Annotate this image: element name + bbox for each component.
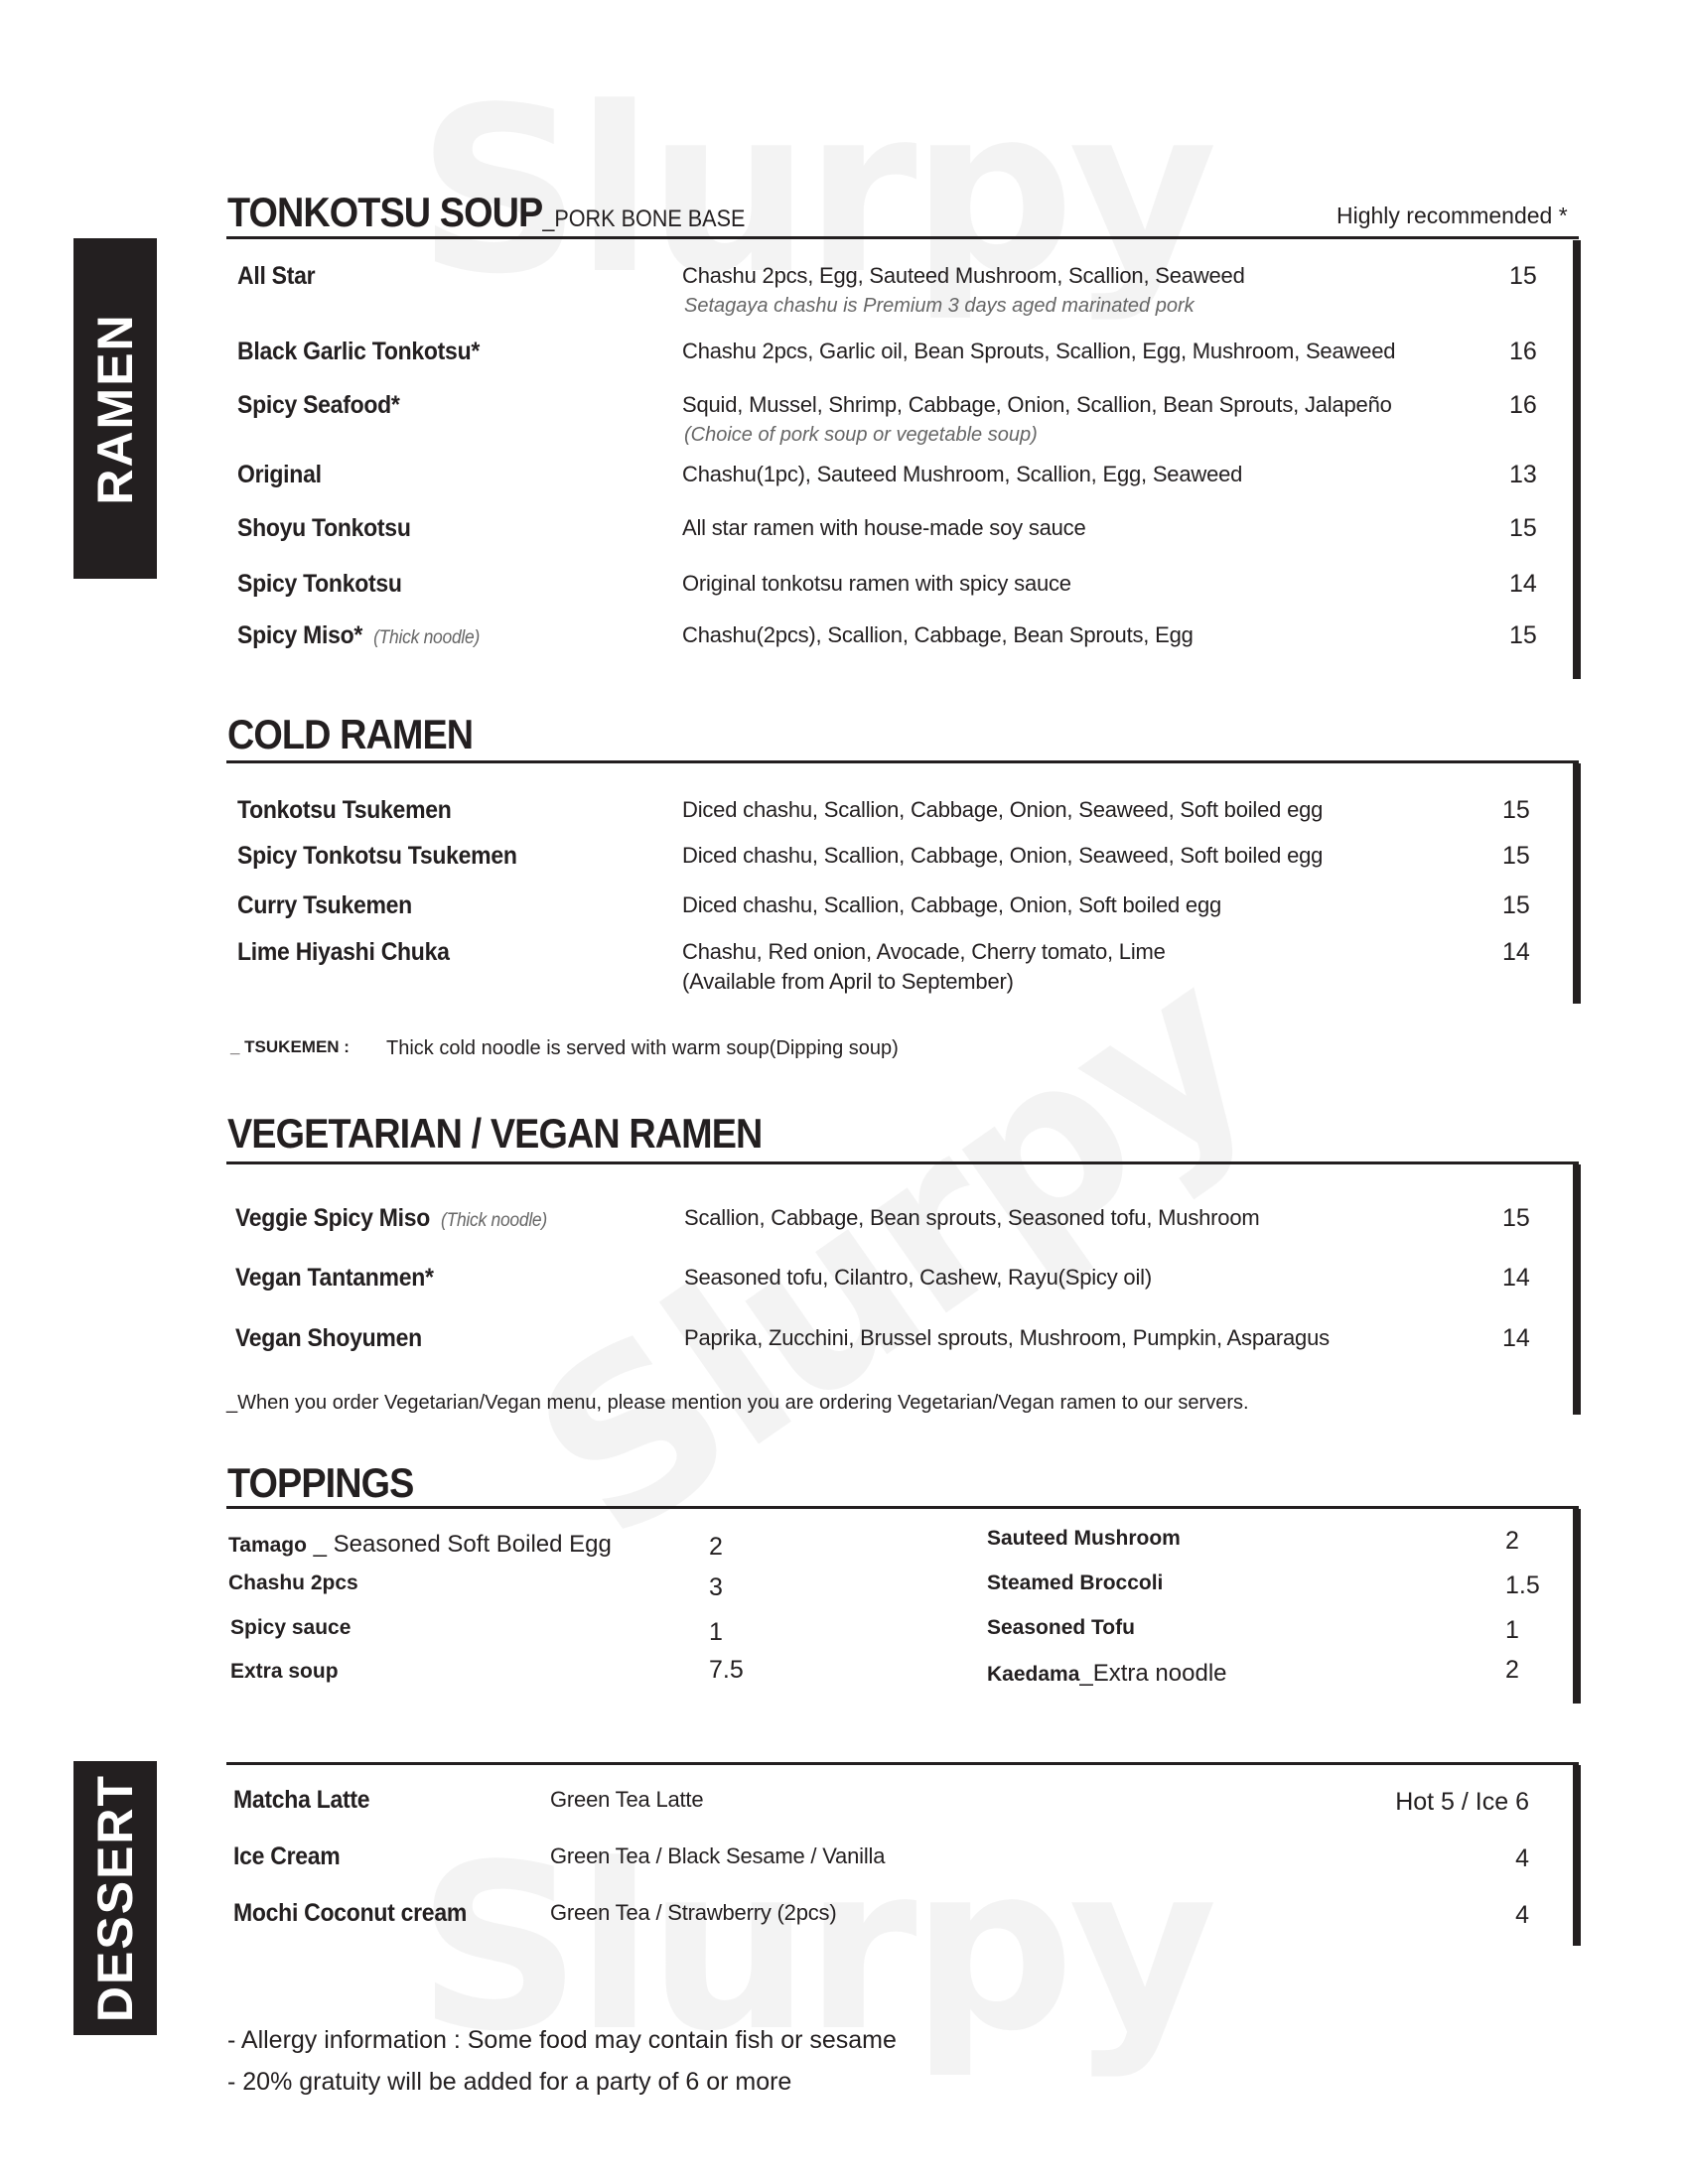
watermark-logo: [492, 918, 1296, 1591]
topping-price: 1.5: [1505, 1571, 1540, 1599]
item-name: Vegan Shoyumen: [235, 1324, 422, 1352]
toppings-heading: TOPPINGS: [227, 1459, 414, 1506]
menu-item: [237, 938, 450, 967]
topping-price: 1: [709, 1618, 723, 1646]
menu-item: [235, 1264, 434, 1293]
item-description: Squid, Mussel, Shrimp, Cabbage, Onion, Scallion, Bean Sprouts, Jalapeño: [682, 392, 1392, 417]
divider: [226, 1161, 1579, 1164]
item-price: 14: [1502, 938, 1530, 966]
tsukemen-note: Thick cold noodle is served with warm soup(Dipping soup): [386, 1037, 899, 1059]
topping-item: [228, 1531, 612, 1559]
item-description-extra: (Available from April to September): [682, 969, 1014, 994]
topping-detail: _Extra noodle: [1079, 1660, 1227, 1687]
menu-item: [237, 796, 452, 825]
dessert-label: DESSERT: [87, 1773, 143, 2023]
item-name: Spicy Seafood*: [237, 391, 400, 419]
menu-item: [237, 338, 480, 366]
item-name: Original: [237, 461, 322, 488]
menu-item: [237, 262, 315, 291]
topping-name: Kaedama: [987, 1663, 1080, 1686]
topping-name: Sauteed Mushroom: [987, 1527, 1181, 1550]
vegetarian-note: _When you order Vegetarian/Vegan menu, please mention you are ordering Vegetarian/Vegan ramen to our servers.: [226, 1392, 1249, 1414]
item-description: Diced chashu, Scallion, Cabbage, Onion, Seaweed, Soft boiled egg: [682, 843, 1324, 868]
item-price: 14: [1502, 1324, 1530, 1352]
recommended-legend: Highly recommended *: [1336, 203, 1568, 228]
menu-item: [237, 570, 402, 599]
menu-item: [237, 891, 412, 920]
menu-item: [233, 1843, 340, 1871]
ramen-side-label: [73, 238, 157, 579]
topping-name: Seasoned Tofu: [987, 1616, 1135, 1639]
cold-ramen-heading: COLD RAMEN: [227, 711, 474, 757]
tonkotsu-subtitle: _PORK BONE BASE: [542, 205, 746, 232]
topping-name: Extra soup: [230, 1660, 339, 1683]
divider: [1573, 240, 1581, 679]
topping-price: 2: [1505, 1527, 1519, 1555]
item-price: Hot 5 / Ice 6: [1395, 1788, 1529, 1816]
divider: [1573, 1765, 1581, 1946]
gratuity-note: - 20% gratuity will be added for a party of 6 or more: [227, 2068, 792, 2096]
divider: [1573, 1509, 1581, 1704]
topping-price: 7.5: [709, 1656, 744, 1684]
item-name: Tonkotsu Tsukemen: [237, 796, 452, 824]
menu-item: [237, 842, 517, 871]
item-price: 16: [1509, 338, 1537, 365]
item-description: Green Tea / Black Sesame / Vanilla: [550, 1843, 886, 1868]
item-price: 15: [1502, 891, 1530, 919]
item-name: Spicy Miso*: [237, 621, 363, 649]
menu-item: [237, 461, 322, 489]
menu-item: [233, 1899, 467, 1928]
item-description: Chashu, Red onion, Avocade, Cherry tomato, Lime: [682, 939, 1166, 964]
item-price: 15: [1502, 1204, 1530, 1232]
topping-name: Chashu 2pcs: [228, 1571, 358, 1594]
item-price: 4: [1515, 1844, 1529, 1872]
ramen-label: RAMEN: [87, 312, 143, 505]
item-name: All Star: [237, 262, 316, 290]
item-name: Curry Tsukemen: [237, 891, 412, 919]
allergy-note: - Allergy information : Some food may contain fish or sesame: [227, 2026, 897, 2054]
item-name: Veggie Spicy Miso: [235, 1204, 430, 1232]
topping-price: 3: [709, 1573, 723, 1601]
item-description: All star ramen with house-made soy sauce: [682, 515, 1086, 540]
topping-name: Steamed Broccoli: [987, 1571, 1164, 1594]
item-subnote: Setagaya chashu is Premium 3 days aged marinated pork: [684, 295, 1195, 317]
topping-item: [987, 1660, 1227, 1688]
tsukemen-label: _ TSUKEMEN :: [230, 1037, 350, 1056]
item-description: Seasoned tofu, Cilantro, Cashew, Rayu(Spicy oil): [684, 1265, 1152, 1290]
item-price: 15: [1509, 262, 1537, 290]
topping-detail: _ Seasoned Soft Boiled Egg: [306, 1531, 612, 1558]
item-price: 16: [1509, 391, 1537, 419]
item-description: Green Tea / Strawberry (2pcs): [550, 1900, 837, 1925]
menu-item: [233, 1786, 369, 1815]
item-name: Shoyu Tonkotsu: [237, 514, 411, 542]
item-description: Green Tea Latte: [550, 1787, 704, 1812]
tonkotsu-title: TONKOTSU SOUP: [227, 189, 543, 235]
item-price: 15: [1509, 514, 1537, 542]
item-description: Chashu 2pcs, Garlic oil, Bean Sprouts, Scallion, Egg, Mushroom, Seaweed: [682, 339, 1396, 363]
item-name: Spicy Tonkotsu Tsukemen: [237, 842, 517, 870]
menu-item: [237, 514, 411, 543]
topping-price: 2: [1505, 1656, 1519, 1684]
item-price: 4: [1515, 1901, 1529, 1929]
item-price: 15: [1509, 621, 1537, 649]
item-name: Black Garlic Tonkotsu*: [237, 338, 481, 365]
item-name: Lime Hiyashi Chuka: [237, 938, 450, 966]
item-price: 14: [1509, 570, 1537, 598]
menu-item: [237, 391, 400, 420]
item-description: Diced chashu, Scallion, Cabbage, Onion, Seaweed, Soft boiled egg: [682, 797, 1324, 822]
item-name: Matcha Latte: [233, 1786, 370, 1814]
divider: [226, 1506, 1579, 1509]
item-note: (Thick noodle): [441, 1210, 547, 1231]
menu-item: [235, 1204, 547, 1233]
divider: [226, 1762, 1579, 1765]
item-price: 15: [1502, 796, 1530, 824]
item-price: 15: [1502, 842, 1530, 870]
tonkotsu-heading: [227, 189, 745, 236]
item-description: Chashu 2pcs, Egg, Sauteed Mushroom, Scallion, Seaweed: [682, 263, 1245, 288]
topping-price: 2: [709, 1533, 723, 1561]
item-name: Ice Cream: [233, 1843, 341, 1870]
topping-name: Spicy sauce: [230, 1616, 352, 1639]
item-price: 14: [1502, 1264, 1530, 1292]
item-name: Vegan Tantanmen*: [235, 1264, 434, 1292]
vegetarian-heading: VEGETARIAN / VEGAN RAMEN: [227, 1110, 763, 1157]
item-name: Spicy Tonkotsu: [237, 570, 402, 598]
menu-item: [237, 621, 480, 650]
item-name: Mochi Coconut cream: [233, 1899, 468, 1927]
item-description: Original tonkotsu ramen with spicy sauce: [682, 571, 1071, 596]
topping-price: 1: [1505, 1616, 1519, 1644]
item-description: Scallion, Cabbage, Bean sprouts, Seasoned tofu, Mushroom: [684, 1205, 1260, 1230]
item-description: Diced chashu, Scallion, Cabbage, Onion, Soft boiled egg: [682, 892, 1222, 917]
divider: [1573, 1164, 1581, 1415]
divider: [1573, 763, 1581, 1004]
item-subnote: (Choice of pork soup or vegetable soup): [684, 424, 1038, 446]
item-description: Chashu(2pcs), Scallion, Cabbage, Bean Sprouts, Egg: [682, 622, 1194, 647]
item-price: 13: [1509, 461, 1537, 488]
topping-name: Tamago: [228, 1534, 307, 1557]
divider: [226, 236, 1579, 239]
item-note: (Thick noodle): [373, 627, 481, 648]
item-description: Chashu(1pc), Sauteed Mushroom, Scallion, Egg, Seaweed: [682, 462, 1243, 486]
item-description: Paprika, Zucchini, Brussel sprouts, Mushroom, Pumpkin, Asparagus: [684, 1325, 1330, 1350]
menu-item: [235, 1324, 422, 1353]
divider: [226, 760, 1579, 763]
dessert-side-label: [73, 1761, 157, 2035]
